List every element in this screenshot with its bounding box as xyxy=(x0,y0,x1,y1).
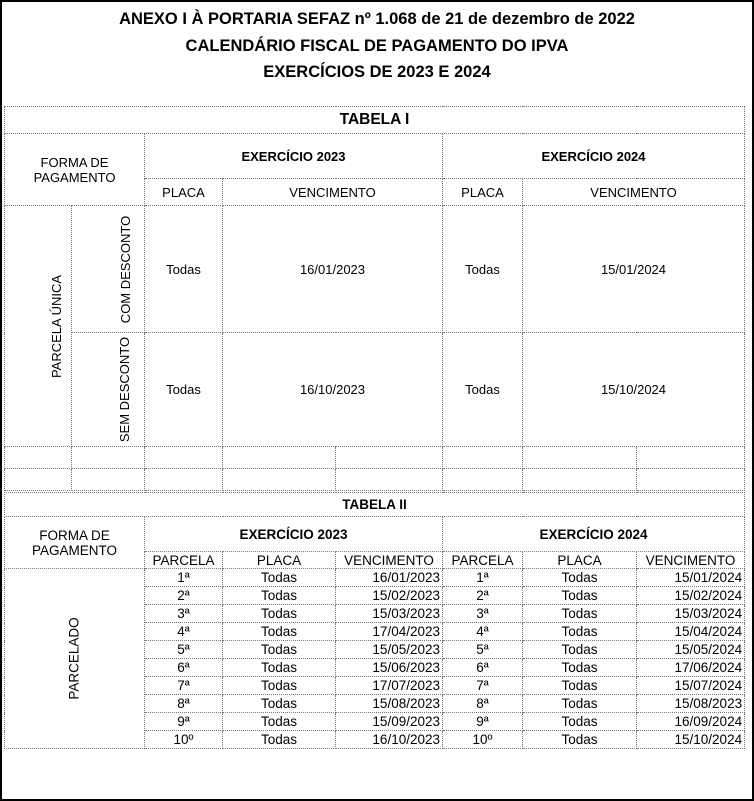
placa-cell: Todas xyxy=(223,695,336,713)
placa-header: PLACA xyxy=(523,552,637,569)
vencimento-cell: 15/08/2023 xyxy=(336,695,443,713)
parcela-header: PARCELA xyxy=(443,552,523,569)
placa-cell: Todas xyxy=(145,333,223,447)
vencimento-cell: 15/01/2024 xyxy=(523,206,745,333)
placa-header: PLACA xyxy=(223,552,336,569)
placa-cell: Todas xyxy=(523,713,637,731)
vencimento-cell: 15/07/2024 xyxy=(637,677,745,695)
parcela-cell: 9ª xyxy=(145,713,223,731)
placa-cell: Todas xyxy=(223,587,336,605)
table-1-title: TABELA I xyxy=(5,107,745,134)
parcela-cell: 8ª xyxy=(443,695,523,713)
parcela-cell: 3ª xyxy=(145,605,223,623)
parcela-cell: 1ª xyxy=(145,569,223,587)
vencimento-cell: 15/03/2023 xyxy=(336,605,443,623)
parcela-cell: 7ª xyxy=(145,677,223,695)
parcelado-label: PARCELADO xyxy=(5,569,145,749)
parcela-cell: 2ª xyxy=(145,587,223,605)
placa-cell: Todas xyxy=(223,659,336,677)
vencimento-cell: 15/01/2024 xyxy=(637,569,745,587)
placa-cell: Todas xyxy=(443,333,523,447)
parcela-cell: 6ª xyxy=(145,659,223,677)
placa-cell: Todas xyxy=(523,569,637,587)
placa-cell: Todas xyxy=(523,623,637,641)
vencimento-cell: 15/04/2024 xyxy=(637,623,745,641)
parcela-cell: 8ª xyxy=(145,695,223,713)
empty-cell xyxy=(72,469,145,491)
table-2 xyxy=(4,492,745,749)
vencimento-cell: 15/03/2024 xyxy=(637,605,745,623)
parcela-cell: 4ª xyxy=(443,623,523,641)
empty-cell xyxy=(5,469,72,491)
parcela-cell: 10º xyxy=(443,731,523,749)
placa-cell: Todas xyxy=(223,641,336,659)
vencimento-header: VENCIMENTO xyxy=(637,552,745,569)
empty-cell xyxy=(145,469,223,491)
vencimento-cell: 17/07/2023 xyxy=(336,677,443,695)
forma-pagamento-header: FORMA DE PAGAMENTO xyxy=(5,134,145,206)
empty-cell xyxy=(637,447,745,469)
vencimento-header: VENCIMENTO xyxy=(336,552,443,569)
vencimento-cell: 17/04/2023 xyxy=(336,623,443,641)
parcela-cell: 7ª xyxy=(443,677,523,695)
placa-cell: Todas xyxy=(523,587,637,605)
vencimento-cell: 15/08/2023 xyxy=(637,695,745,713)
vencimento-cell: 15/05/2024 xyxy=(637,641,745,659)
empty-cell xyxy=(523,447,637,469)
vencimento-header: VENCIMENTO xyxy=(523,179,745,206)
placa-cell: Todas xyxy=(223,713,336,731)
sem-desconto-label: SEM DESCONTO xyxy=(72,333,145,447)
parcela-cell: 9ª xyxy=(443,713,523,731)
placa-cell: Todas xyxy=(223,677,336,695)
parcela-header: PARCELA xyxy=(145,552,223,569)
placa-cell: Todas xyxy=(523,659,637,677)
exercicio-2023-header: EXERCÍCIO 2023 xyxy=(145,134,443,179)
vencimento-cell: 15/05/2023 xyxy=(336,641,443,659)
exercicio-2024-header: EXERCÍCIO 2024 xyxy=(443,517,745,552)
vencimento-cell: 17/06/2024 xyxy=(637,659,745,677)
vencimento-cell: 16/01/2023 xyxy=(223,206,443,333)
vencimento-cell: 15/06/2023 xyxy=(336,659,443,677)
header-line-1: ANEXO I À PORTARIA SEFAZ nº 1.068 de 21 de dezembro de 2022 xyxy=(119,10,635,28)
placa-cell: Todas xyxy=(223,623,336,641)
empty-cell xyxy=(443,469,523,491)
placa-cell: Todas xyxy=(223,731,336,749)
parcela-cell: 5ª xyxy=(145,641,223,659)
vencimento-cell: 15/10/2024 xyxy=(637,731,745,749)
parcela-cell: 1ª xyxy=(443,569,523,587)
empty-cell xyxy=(223,447,336,469)
empty-cell xyxy=(145,447,223,469)
vencimento-cell: 16/01/2023 xyxy=(336,569,443,587)
vencimento-cell: 15/10/2024 xyxy=(523,333,745,447)
vencimento-cell: 15/09/2023 xyxy=(336,713,443,731)
placa-cell: Todas xyxy=(523,731,637,749)
placa-cell: Todas xyxy=(523,677,637,695)
vencimento-cell: 16/09/2024 xyxy=(637,713,745,731)
placa-cell: Todas xyxy=(523,695,637,713)
header-line-2: CALENDÁRIO FISCAL DE PAGAMENTO DO IPVA xyxy=(185,37,569,55)
exercicio-2023-header: EXERCÍCIO 2023 xyxy=(145,517,443,552)
vencimento-cell: 15/02/2023 xyxy=(336,587,443,605)
placa-cell: Todas xyxy=(523,641,637,659)
empty-cell xyxy=(5,447,72,469)
placa-cell: Todas xyxy=(223,569,336,587)
table-row xyxy=(5,569,745,587)
parcela-cell: 4ª xyxy=(145,623,223,641)
empty-cell xyxy=(443,447,523,469)
forma-pagamento-header: FORMA DE PAGAMENTO xyxy=(5,517,145,569)
parcela-cell: 6ª xyxy=(443,659,523,677)
parcela-cell: 2ª xyxy=(443,587,523,605)
empty-cell xyxy=(336,447,443,469)
empty-cell xyxy=(637,469,745,491)
header-line-3: EXERCÍCIOS DE 2023 E 2024 xyxy=(263,63,491,81)
placa-cell: Todas xyxy=(223,605,336,623)
empty-cell xyxy=(336,469,443,491)
empty-cell xyxy=(223,469,336,491)
placa-header: PLACA xyxy=(145,179,223,206)
placa-header: PLACA xyxy=(443,179,523,206)
parcela-cell: 3ª xyxy=(443,605,523,623)
com-desconto-label: COM DESCONTO xyxy=(72,206,145,333)
exercicio-2024-header: EXERCÍCIO 2024 xyxy=(443,134,745,179)
vencimento-cell: 16/10/2023 xyxy=(223,333,443,447)
table-2-title: TABELA II xyxy=(5,493,745,517)
parcela-cell: 5ª xyxy=(443,641,523,659)
vencimento-cell: 16/10/2023 xyxy=(336,731,443,749)
placa-cell: Todas xyxy=(443,206,523,333)
empty-cell xyxy=(523,469,637,491)
empty-cell xyxy=(72,447,145,469)
placa-cell: Todas xyxy=(523,605,637,623)
vencimento-header: VENCIMENTO xyxy=(223,179,443,206)
parcela-cell: 10º xyxy=(145,731,223,749)
parcela-unica-label: PARCELA ÚNICA xyxy=(5,206,72,447)
vencimento-cell: 15/02/2024 xyxy=(637,587,745,605)
table-1 xyxy=(4,106,745,491)
placa-cell: Todas xyxy=(145,206,223,333)
